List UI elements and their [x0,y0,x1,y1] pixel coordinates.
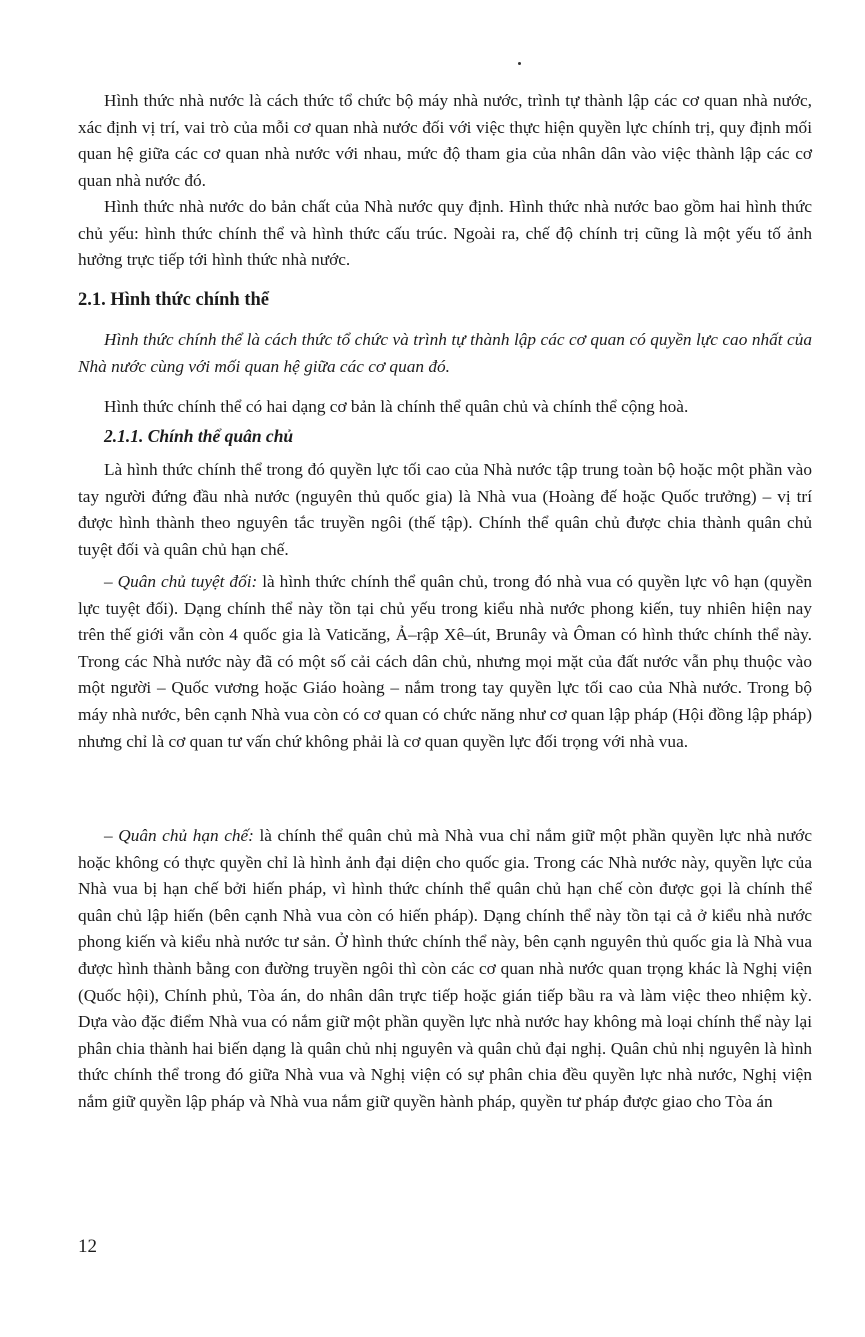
definition-block [78,327,812,380]
limited-monarchy-block [78,823,812,1116]
intro-paragraph-1-block [78,88,812,194]
monarchy-intro-block [78,457,812,563]
section-heading: 2.1. Hình thức chính thể [78,290,269,310]
monarchy-intro-paragraph: Là hình thức chính thể trong đó quyền lực tối cao của Nhà nước tập trung toàn bộ hoặc một phần vào tay người đứng đầu nhà nước (nguyên thủ quốc gia) là Nhà vua (Hoàng đế hoặc Quốc trưởng) – vị trí được hình thành theo nguyên tắc truyền ngôi (thế tập). Chính thể quân chủ được chia thành quân chủ tuyệt đối và quân chủ hạn chế. [78,460,812,559]
section-heading-block [78,286,812,314]
limited-monarchy-text: là chính thể quân chủ mà Nhà vua chỉ nắm giữ một phần quyền lực nhà nước hoặc không có thực quyền chỉ là hình ảnh đại diện cho quốc gia. Trong các Nhà nước này, quyền lực của Nhà vua bị hạn chế bởi hiến pháp, vì hình thức chính thể quân chủ hạn chế còn được gọi là chính thể quân chủ lập hiến (bên cạnh Nhà vua còn có hiến pháp). Dạng chính thể này tồn tại cả ở kiểu nhà nước phong kiến và kiểu nhà nước tư sản. Ở hình thức chính thể này, bên cạnh nguyên thủ quốc gia là Nhà vua được hình thành bằng con đường truyền ngôi thì còn các cơ quan nhà nước quan trọng khác là Nghị viện (Quốc hội), Chính phủ, Tòa án, do nhân dân trực tiếp hoặc gián tiếp bầu ra và làm việc theo nhiệm kỳ. Dựa vào đặc điểm Nhà vua có nắm giữ một phần quyền lực nhà nước hay không mà loại chính thể này lại phân chia thành hai biến dạng là quân chủ nhị nguyên và quân chủ đại nghị. Quân chủ nhị nguyên là hình thức chính thể trong đó giữa Nhà vua và Nghị viện có sự phân chia đều quyền lực nhà nước, Nghị viện nắm giữ quyền lập pháp và Nhà vua nắm giữ quyền hành pháp, quyền tư pháp được giao cho Tòa án [78,826,812,1111]
forms-block [78,394,812,421]
definition-paragraph: Hình thức chính thể là cách thức tổ chức và trình tự thành lập các cơ quan có quyền lực cao nhất của Nhà nước cùng với mối quan hệ giữa các cơ quan đó. [78,330,812,376]
limited-monarchy-paragraph [78,823,812,1116]
top-dot-mark [518,62,521,65]
absolute-monarchy-term: – Quân chủ tuyệt đối: [104,572,258,591]
subsection-heading-block [78,423,812,450]
intro-paragraph-1: Hình thức nhà nước là cách thức tổ chức bộ máy nhà nước, trình tự thành lập các cơ quan nhà nước, xác định vị trí, vai trò của mỗi cơ quan nhà nước đối với việc thực hiện quyền lực chính trị, quy định mối quan hệ giữa các cơ quan nhà nước với nhau, mức độ tham gia của nhân dân vào việc thành lập các cơ quan nhà nước đó. [78,91,812,190]
forms-paragraph: Hình thức chính thể có hai dạng cơ bản là chính thể quân chủ và chính thể cộng hoà. [104,397,689,416]
absolute-monarchy-block [78,569,812,755]
limited-monarchy-term: – Quân chủ hạn chế: [104,826,254,845]
intro-paragraph-2: Hình thức nhà nước do bản chất của Nhà nước quy định. Hình thức nhà nước bao gồm hai hình thức chủ yếu: hình thức chính thể và hình thức cấu trúc. Ngoài ra, chế độ chính trị cũng là một yếu tố ảnh hưởng trực tiếp tới hình thức nhà nước. [78,197,812,270]
subsection-heading: 2.1.1. Chính thể quân chủ [104,426,294,446]
page-number: 12 [78,1236,97,1257]
absolute-monarchy-paragraph [78,569,812,755]
intro-paragraph-2-block [78,194,812,274]
absolute-monarchy-text: là hình thức chính thể quân chủ, trong đó nhà vua có quyền lực vô hạn (quyền lực tuyệt đối). Dạng chính thể này tồn tại chủ yếu trong kiểu nhà nước phong kiến, tuy nhiên hiện nay trên thế giới vẫn còn 4 quốc gia là Vaticăng, Ả–rập Xê–út, Brunây và Ôman có hình thức chính thể này. Trong các Nhà nước này đã có một số cải cách dân chủ, nhưng mọi mặt của đất nước vẫn phụ thuộc vào một người – Quốc vương hoặc Giáo hoàng – nắm trong tay quyền lực tối cao của Nhà nước. Trong bộ máy nhà nước, bên cạnh Nhà vua còn có cơ quan có chức năng như cơ quan lập pháp (Hội đồng lập pháp) nhưng chỉ là cơ quan tư vấn chứ không phải là cơ quan quyền lực đối trọng với nhà vua. [78,572,812,751]
